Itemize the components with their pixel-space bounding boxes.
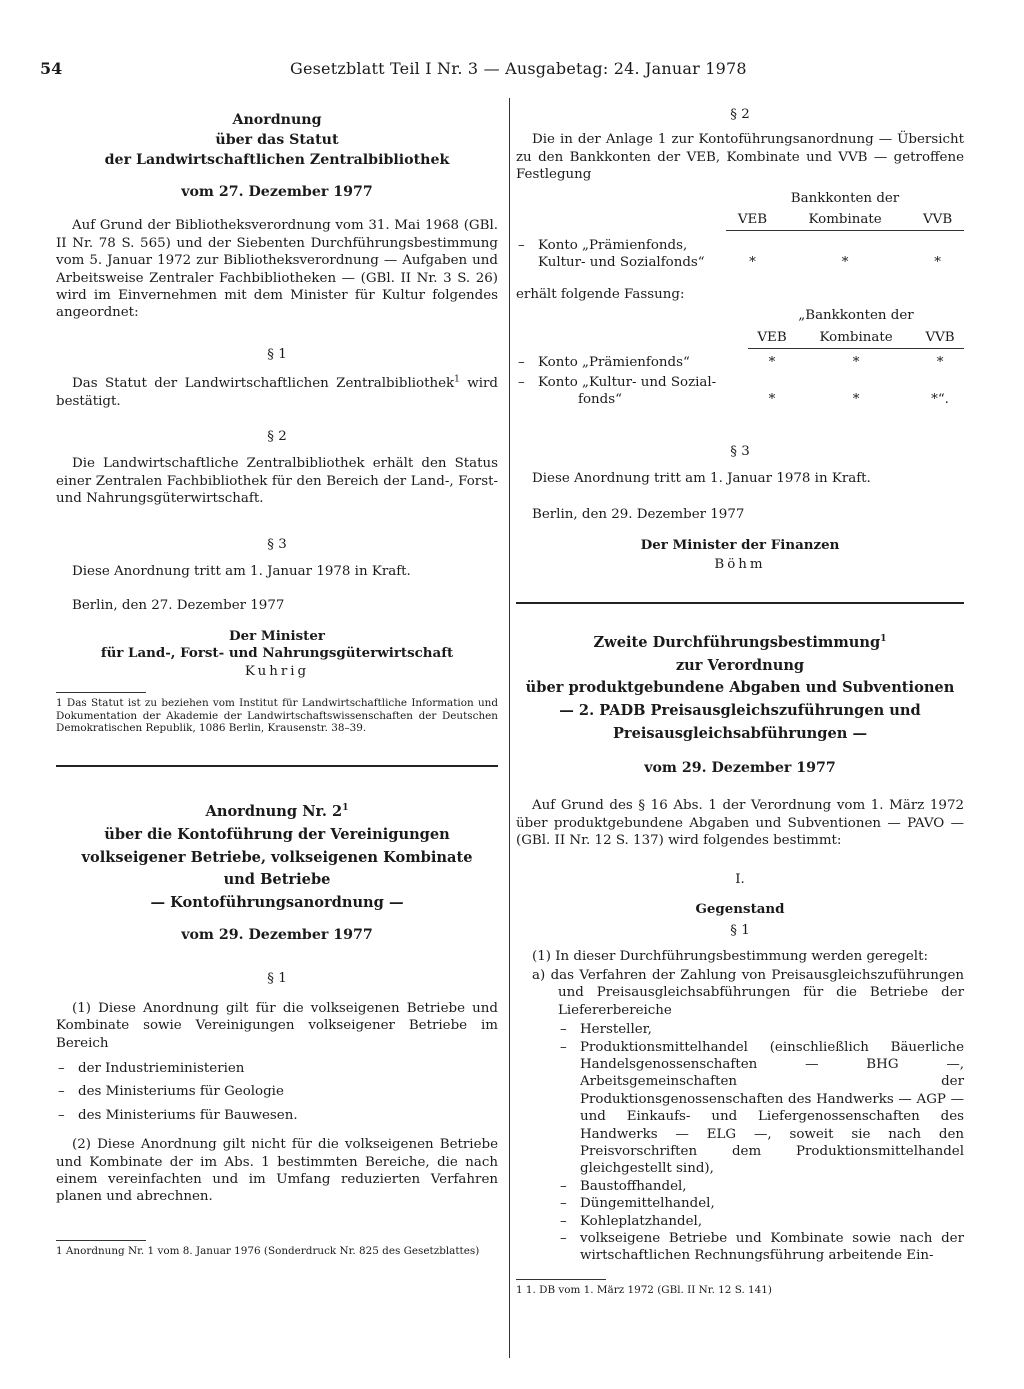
doc1-s3-text: Diese Anordnung tritt am 1. Januar 1978 in Kraft. [72, 564, 411, 580]
table-row-label [516, 348, 748, 371]
doc1-preamble: Auf Grund der Bibliotheksverordnung vom 31. Mai 1968 (GBl. II Nr. 78 S. 565) und der Siebenten Durchführungsbestimmung vom 5. Januar 1972 zur Bibliotheksverordnung — Aufgaben und Arbeitsweise Zentraler Fachbibliotheken — (GBl. II Nr. 3 S. 26) wird im Einvernehmen mit dem Minister für Kultur folgendes angeordnet: [56, 218, 498, 321]
table-row-label-line: Kultur- und Sozialfonds“ [538, 255, 705, 271]
running-head: Gesetzblatt Teil I Nr. 3 — Ausgabetag: 24. Januar 1978 [290, 59, 747, 78]
table-row-label-line: – Konto „Prämienfonds, [516, 237, 726, 254]
doc3-s1-intro: (1) In dieser Durchführungsbestimmung werden geregelt: [532, 948, 928, 964]
doc1-s2-heading: § 2 [267, 429, 287, 445]
doc2-title-line: volkseigener Betriebe, volkseigenen Kombinate [81, 848, 473, 866]
doc2-footnote: 1 Anordnung Nr. 1 vom 8. Januar 1976 (Sonderdruck Nr. 825 des Gesetzblattes) [56, 1244, 480, 1257]
doc2-s1-heading: § 1 [267, 971, 287, 987]
table-cell: * [852, 392, 860, 408]
column-divider [509, 98, 510, 1358]
doc2-transition: erhält folgende Fassung: [516, 286, 685, 302]
list-item: – Kohleplatzhandel, [558, 1213, 964, 1230]
doc3-title-text: Zweite Durchführungsbestimmung [593, 633, 881, 651]
doc2-s2-heading: § 2 [730, 107, 750, 122]
list-item: – Baustoffhandel, [558, 1178, 964, 1195]
doc3-title-line: Preisausgleichsabführungen — [612, 724, 868, 742]
doc2-signature [516, 537, 964, 574]
doc2-s1-list [56, 1060, 498, 1124]
page-number: 54 [40, 59, 63, 78]
list-item: – volkseigene Betriebe und Kombinate sowie nach der wirtschaftlichen Rechnungsführung arbeitende Ein- [558, 1230, 964, 1265]
table-column-header: VVB [916, 329, 964, 349]
doc1-signer-line: für Land-, Forst- und Nahrungsgüterwirtschaft [100, 645, 454, 662]
table-cell: * [768, 355, 776, 371]
table-row-label-line: – Konto „Prämienfonds“ [516, 354, 748, 371]
table-column-header: VEB [726, 211, 779, 231]
bank-accounts-table-new [516, 307, 964, 409]
list-item: – Hersteller, [558, 1021, 964, 1038]
doc1-signer-name: Kuhrig [244, 663, 310, 679]
table-group-header: „Bankkonten der [798, 308, 914, 324]
doc3-title-line: — 2. PADB Preisausgleichszuführungen und [559, 702, 921, 720]
table-column-header: VVB [911, 211, 964, 231]
doc1-footnote: 1 Das Statut ist zu beziehen vom Institut für Landwirtschaftliche Information und Dokumentation der Akademie der Landwirtschaftswissenschaften der Deutschen Demokratischen Republik, 1086 Berlin, Krausenstr. 38–39. [56, 697, 498, 735]
table-column-header: Kombinate [796, 329, 916, 349]
doc3-preamble: Auf Grund des § 16 Abs. 1 der Verordnung vom 1. März 1972 über produktgebundene Abgaben und Subventionen — PAVO — (GBl. II Nr. 12 S. 137) wird folgendes bestimmt: [516, 798, 964, 848]
footnote-marker: 1 [880, 633, 887, 644]
list-item: – Produktionsmittelhandel (einschließlich Bäuerliche Handelsgenossenschaften — BHG —, Arbeitsgemeinschaften der Produktionsgenossenschaften des Handwerks — AGP — und Einkaufs- und Liefergenossenschaften des Handwerks — ELG —, soweit sie nach den Preisvorschriften dem Produktionsmittelhandel gleichgestellt sind), [558, 1039, 964, 1178]
table-column-header: VEB [748, 329, 796, 349]
doc1-title-line: über das Statut [215, 132, 339, 148]
doc1-s3-heading: § 3 [267, 536, 287, 552]
right-column [516, 106, 964, 1296]
doc2-title-text: Anordnung Nr. 2 [205, 802, 343, 820]
list-item: – des Ministeriums für Geologie [56, 1083, 498, 1100]
section-divider [56, 765, 498, 767]
doc2-s3-heading: § 3 [730, 443, 750, 459]
footnote-rule [516, 1279, 606, 1280]
footnote-marker: 1 [454, 374, 460, 385]
table-column-header: Kombinate [779, 211, 911, 231]
doc1-title-line: Anordnung [232, 112, 322, 128]
doc3-s1-a: a) das Verfahren der Zahlung von Preisausgleichszuführungen und Preisausgleichsabführungen für die Betriebe der Liefererbereiche [532, 967, 964, 1018]
doc1-signature [56, 628, 498, 680]
doc3-footnote: 1 1. DB vom 1. März 1972 (GBl. II Nr. 12 S. 141) [516, 1283, 772, 1296]
footnote-rule [56, 1240, 146, 1241]
table-cell: * [768, 392, 776, 408]
list-item: – des Ministeriums für Bauwesen. [56, 1107, 498, 1124]
doc2-place-date: Berlin, den 29. Dezember 1977 [532, 506, 745, 522]
doc2-title-line: — Kontoführungsanordnung — [150, 894, 404, 912]
doc2-title-first [56, 801, 498, 824]
section-divider [516, 602, 964, 604]
footnote-marker: 1 [342, 803, 349, 814]
doc3-date: vom 29. Dezember 1977 [644, 759, 836, 776]
doc1-s2-text: Die Landwirtschaftliche Zentralbibliothek erhält den Status einer Zentralen Fachbibliothek für den Bereich der Land-, Forst- und Nahrungsgüterwirtschaft. [56, 456, 498, 507]
footnote-rule [56, 692, 146, 693]
doc1-place-date: Berlin, den 27. Dezember 1977 [72, 597, 285, 613]
doc1-s1-heading: § 1 [267, 346, 287, 362]
doc3-part: I. [735, 872, 745, 888]
doc3-s1-heading: § 1 [730, 923, 750, 939]
doc3-s1-list [516, 1021, 964, 1265]
doc3-title-line: zur Verordnung [675, 656, 805, 674]
doc2-title-line: über die Kontoführung der Vereinigungen [104, 825, 450, 843]
left-column [56, 106, 498, 1257]
doc2-s3-text: Diese Anordnung tritt am 1. Januar 1978 in Kraft. [532, 471, 871, 487]
doc1-s1-text-a: Das Statut der Landwirtschaftlichen Zentralbibliothek [72, 376, 455, 392]
table-row-label-line: – Konto „Kultur- und Sozial- [516, 374, 748, 391]
doc1-s1-text-b: wird bestätigt. [56, 376, 498, 409]
table-cell: * [841, 255, 849, 271]
table-cell: * [852, 355, 860, 371]
doc1-s1-text [56, 375, 498, 410]
table-row-label [516, 372, 748, 409]
table-group-header: Bankkonten der [790, 190, 900, 206]
doc1-signer-line: Der Minister [229, 627, 325, 644]
table-row-label-line: fonds“ [578, 392, 622, 408]
doc3-title-line: über produktgebundene Abgaben und Subventionen [525, 679, 955, 697]
doc3-title-first [516, 632, 964, 655]
page-header [40, 60, 980, 86]
doc3-title [516, 632, 964, 746]
table-cell: * [934, 255, 941, 271]
doc1-title [56, 110, 498, 170]
table-cell: * [749, 255, 756, 271]
table-row-label [516, 231, 726, 272]
doc2-s1-p1: (1) Diese Anordnung gilt für die volkseigenen Betriebe und Kombinate sowie Vereinigungen volkseigener Betriebe im Bereich [56, 1000, 498, 1051]
bank-accounts-table-old [516, 190, 964, 272]
doc2-signer-name: Böhm [714, 557, 766, 573]
table-cell: *“. [931, 392, 949, 408]
list-item: – der Industrieministerien [56, 1060, 498, 1077]
doc1-title-line: der Landwirtschaftlichen Zentralbibliothek [104, 152, 450, 168]
doc2-title-line: und Betriebe [223, 871, 331, 889]
list-item: – Düngemittelhandel, [558, 1195, 964, 1212]
doc2-date: vom 29. Dezember 1977 [181, 926, 373, 943]
doc2-s1-p2: (2) Diese Anordnung gilt nicht für die volkseigenen Betriebe und Kombinate der im Abs. 1 bestimmten Bereiche, die nach einem vereinfachten und im Umfang reduzierten Verfahren planen und abrechnen. [56, 1137, 498, 1205]
doc2-s2-text: Die in der Anlage 1 zur Kontoführungsanordnung — Übersicht zu den Bankkonten der VEB, Kombinate und VVB — getroffene Festlegung [516, 132, 964, 183]
doc2-signer: Der Minister der Finanzen [640, 536, 840, 553]
doc1-date: vom 27. Dezember 1977 [181, 184, 373, 200]
doc3-part-title: Gegenstand [695, 900, 785, 917]
doc2-title [56, 801, 498, 915]
table-cell: * [936, 355, 944, 371]
